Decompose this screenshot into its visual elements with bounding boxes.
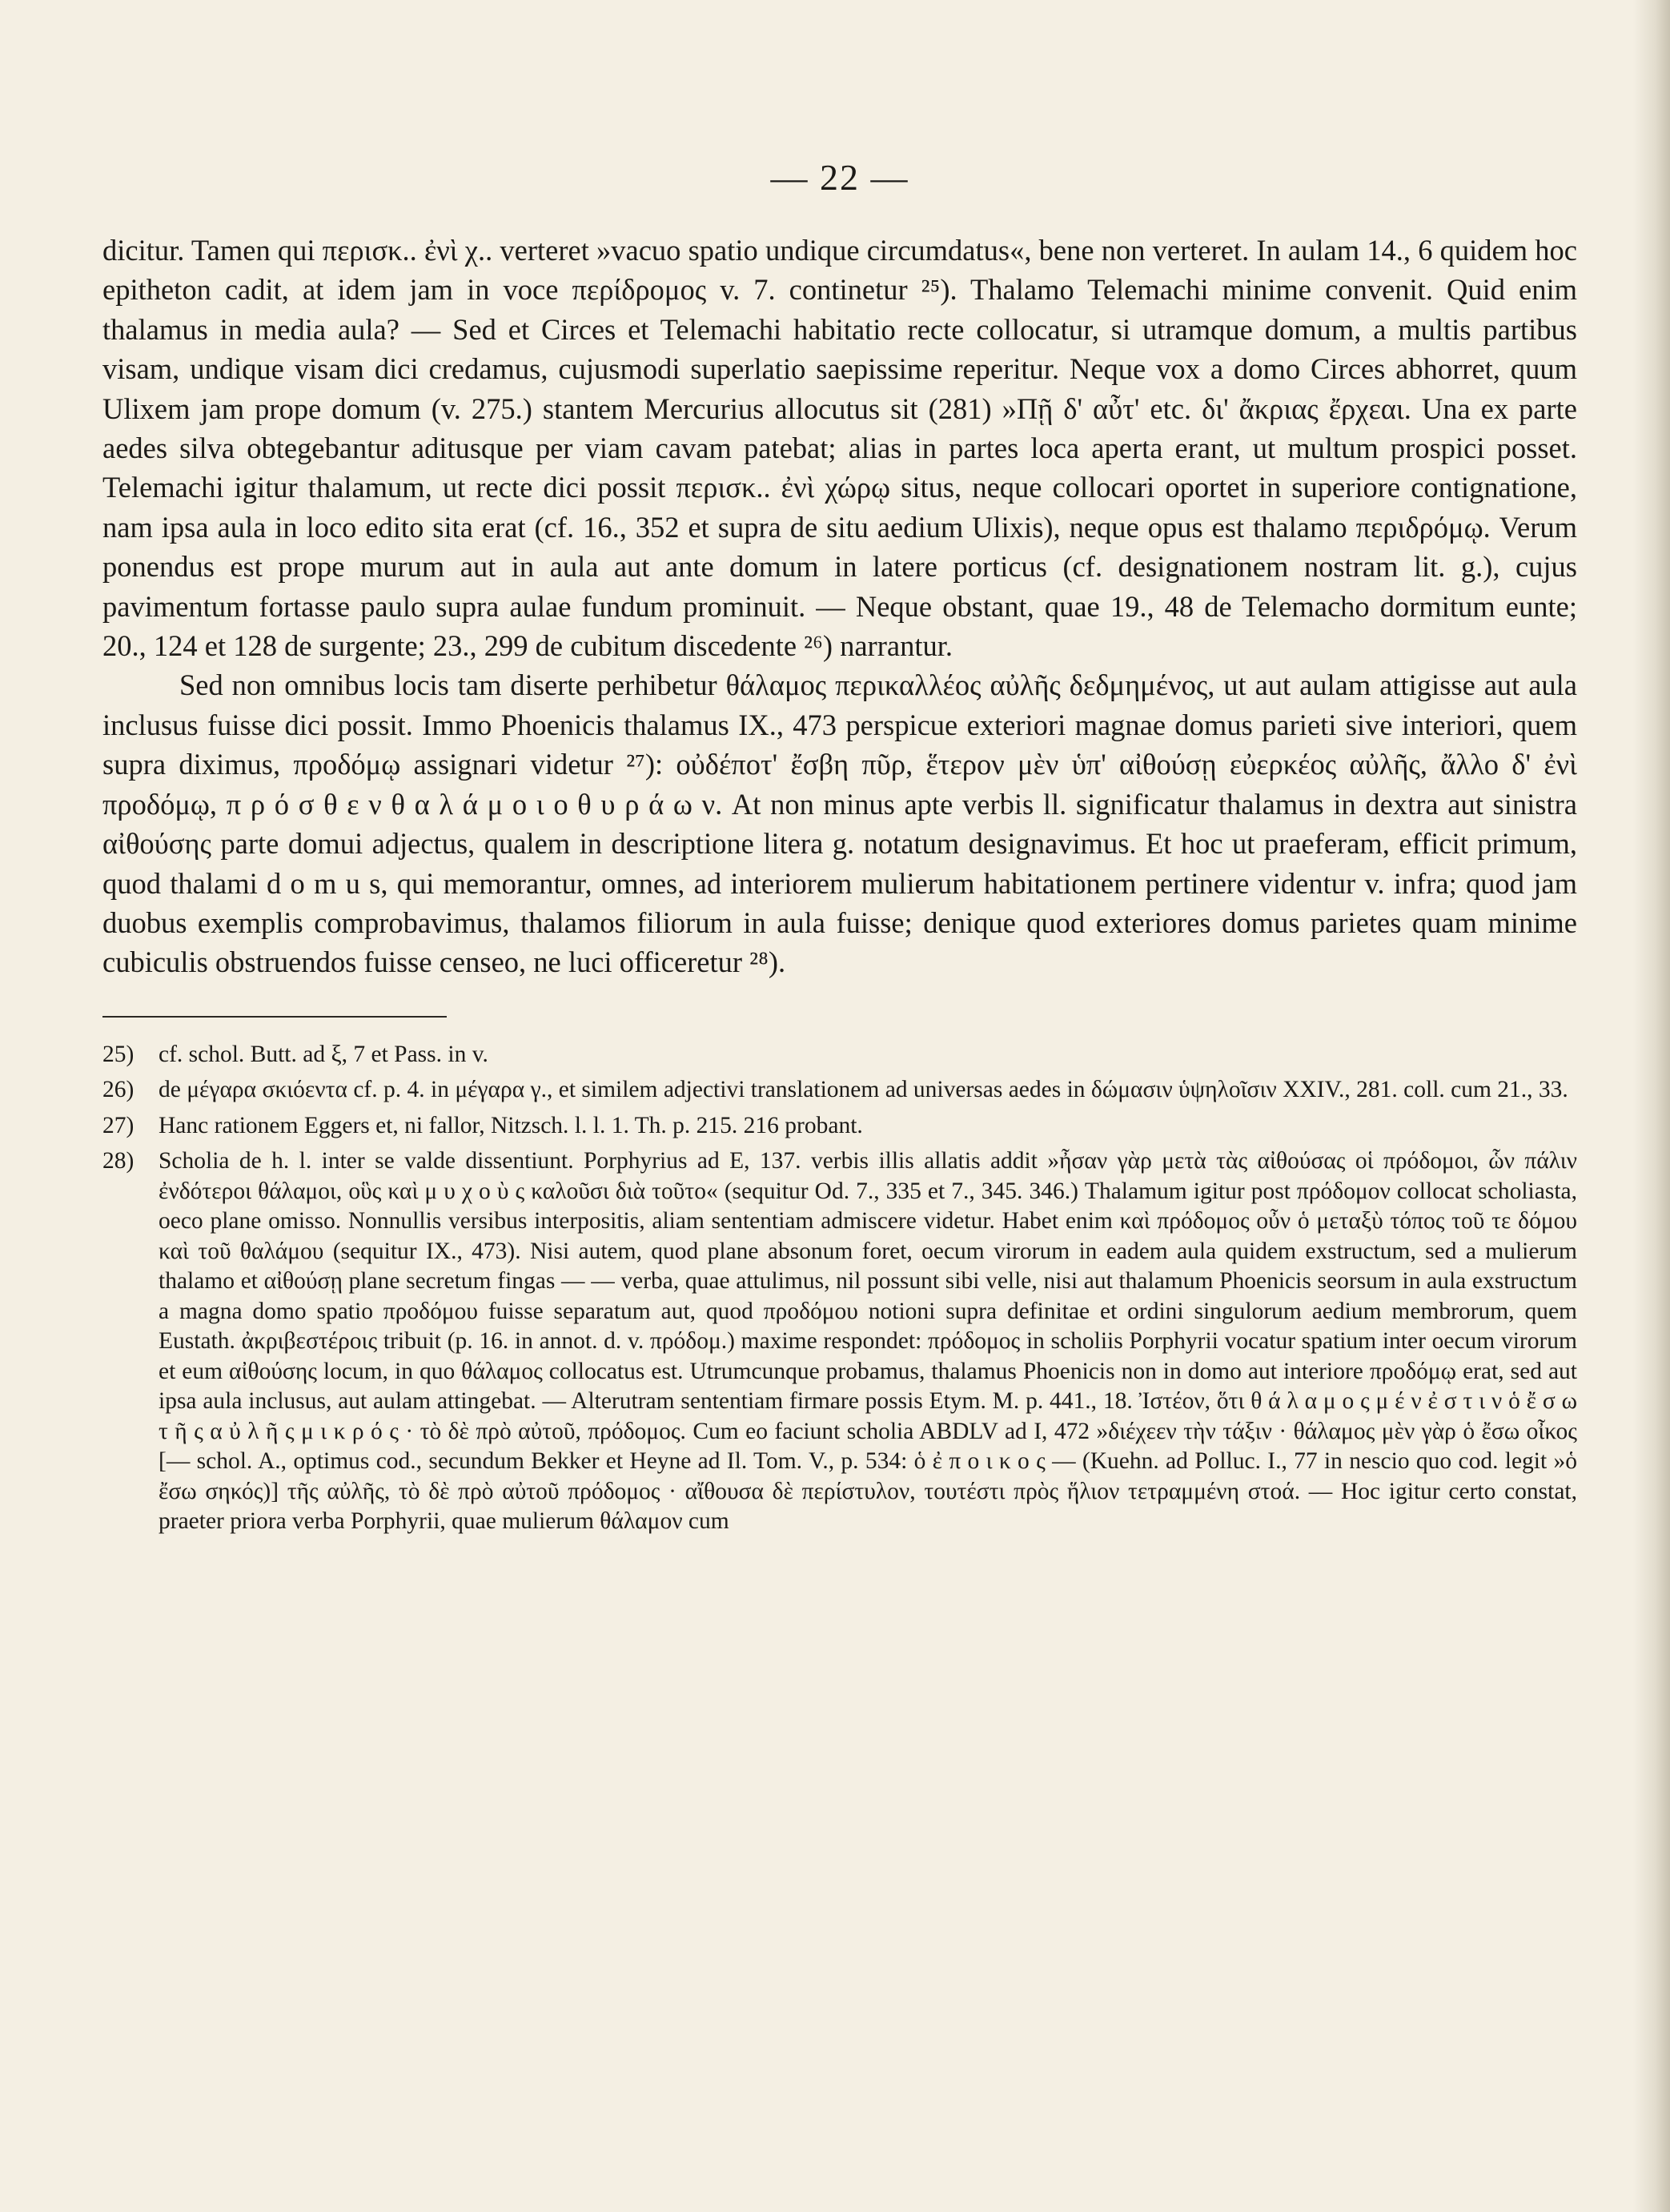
page-edge-shadow <box>1633 0 1670 2212</box>
footnote-text: Hanc rationem Eggers et, ni fallor, Nitzsch. l. l. 1. Th. p. 215. 216 probant. <box>159 1112 863 1138</box>
page-number: — 22 — <box>770 157 909 198</box>
footnote-number: 27) <box>102 1112 134 1138</box>
footnote <box>102 1040 1577 1070</box>
footnote-divider <box>102 1016 447 1018</box>
footnote-number: 28) <box>102 1148 134 1174</box>
footnotes <box>102 1040 1577 1537</box>
footnote-number: 26) <box>102 1077 134 1103</box>
main-text <box>102 231 1577 982</box>
footnote-text: de μέγαρα σκιόεντα cf. p. 4. in μέγαρα γ., et similem adjectivi translationem ad universas aedes in δώμασιν ὑψηλοῖσιν XXIV., 281. coll. cum 21., 33. <box>159 1077 1568 1103</box>
footnote <box>102 1075 1577 1106</box>
paragraph: dicitur. Tamen qui περισκ.. ἐνὶ χ.. verteret »vacuo spatio undique circumdatus«, bene non verteret. In aulam 14., 6 quidem hoc epitheton cadit, at idem jam in voce περίδρομος v. 7. continetur ²⁵). Thalamo Telemachi minime convenit. Quid enim thalamus in media aula? — Sed et Circes et Telemachi habitatio recte collocatur, si utramque domum, a multis partibus visam, undique visam dici credamus, cujusmodi superlatio saepissime reperitur. Neque vox a domo Circes abhorret, quum Ulixem jam prope domum (v. 275.) stantem Mercurius allocutus sit (281) »Πῇ δ' αὖτ' etc. δι' ἄκριας ἔρχεαι. Una ex parte aedes silva obtegebantur aditusque per viam cavam patebat; alias in partes loca aperta erant, ut multum prospici posset. Telemachi igitur thalamum, ut recte dici possit περισκ.. ἐνὶ χώρῳ situs, neque collocari oportet in superiore contignatione, nam ipsa aula in loco edito sita erat (cf. 16., 352 et supra de situ aedium Ulixis), neque opus est thalamo περιδρόμῳ. Verum ponendus est prope murum aut in aula aut ante domum in latere porticus (cf. designationem nostram lit. g.), cujus pavimentum fortasse paulo supra aulae fundum prominuit. — Neque obstant, quae 19., 48 de Telemacho dormitum eunte; 20., 124 et 128 de surgente; 23., 299 de cubitum discedente ²⁶) narrantur. <box>102 234 1577 663</box>
page-content <box>102 156 1577 1537</box>
paragraph: Sed non omnibus locis tam diserte perhibetur θάλαμος περικαλλέος αὐλῆς δεδμημένος, ut aut aulam attigisse aut aula inclusus fuisse dici possit. Immo Phoenicis thalamus IX., 473 perspicue exteriori magnae domus parieti sive interiori, quem supra diximus, προδόμῳ assignari videtur ²⁷): οὐδέποτ' ἔσβη πῦρ, ἕτερον μὲν ὑπ' αἰθούσῃ εὐερκέος αὐλῆς, ἄλλο δ' ἐνὶ προδόμῳ, π ρ ό σ θ ε ν θ α λ ά μ ο ι ο θ υ ρ ά ω ν. At non minus apte verbis ll. significatur thalamus in dextra aut sinistra αἰθούσης parte domui adjectus, qualem in descriptione litera g. notatum designavimus. Et hoc ut praeferam, efficit primum, quod thalami d o m u s, qui memorantur, omnes, ad interiorem mulierum habitationem pertinere videntur v. infra; quod jam duobus exemplis comprobavimus, thalamos filiorum in aula fuisse; denique quod exteriores domus parietes quam minime cubiculis obstruendos fuisse censeo, ne luci officeretur ²⁸). <box>102 668 1577 979</box>
footnote <box>102 1146 1577 1537</box>
footnote-text: Scholia de h. l. inter se valde dissentiunt. Porphyrius ad E, 137. verbis illis allatis addit »ἦσαν γὰρ μετὰ τὰς αἰθούσας οἱ πρόδομοι, ὧν πάλιν ἐνδότεροι θάλαμοι, οὓς καὶ μ υ χ ο ὺ ς καλοῦσι διὰ τοῦτο« (sequitur Od. 7., 335 et 7., 345. 346.) Thalamum igitur post πρόδομον collocat scholiasta, oeco plane omisso. Nonnullis versibus interpositis, aliam sententiam admiscere videtur. Habet enim καὶ πρόδομος οὖν ὁ μεταξὺ τόπος τοῦ τε δόμου καὶ τοῦ θαλάμου (sequitur IX., 473). Nisi autem, quod plane absonum foret, oecum virorum in eadem aula quidem exstructum, sed a mulierum thalamo et αἰθούσῃ plane secretum fingas — — verba, quae attulimus, nil possunt sibi velle, nisi aut thalamum Phoenicis seorsum in aula exstructum a magna domo spatio προδόμου fuisse separatum aut, quod προδόμου notioni supra definitae et ordini singulorum aedium membrorum, quem Eustath. ἀκριβεστέροις tribuit (p. 16. in annot. d. v. πρόδομ.) maxime respondet: πρόδομος in scholiis Porphyrii vocatur spatium inter oecum virorum et eum αἰθούσης locum, in quo θάλαμος collocatus est. Utrumcunque probamus, thalamus Phoenicis non in domo aut interiore προδόμῳ erat, sed aut ipsa aula inclusus, aut aulam attingebat. — Alterutram sententiam firmare possis Etym. M. p. 441., 18. Ἰστέον, ὅτι θ ά λ α μ ο ς μ έ ν ἐ σ τ ι ν ὁ ἔ σ ω τ ῆ ς α ὐ λ ῆ ς μ ι κ ρ ό ς · τὸ δὲ πρὸ αὐτοῦ, πρόδομος. Cum eo faciunt scholia ABDLV ad I, 472 »διέχεεν τὴν τάξιν · θάλαμος μὲν γὰρ ὁ ἔσω οἶκος [— schol. A., optimus cod., secundum Bekker et Heyne ad Il. Tom. V., p. 534: ὁ ἐ π ο ι κ ο ς — (Kuehn. ad Polluc. I., 77 in nescio quo cod. legit »ὁ ἔσω σηκός)] τῆς αὐλῆς, τὸ δὲ πρὸ αὐτοῦ πρόδομος · αἴθουσα δὲ περίστυλον, τουτέστι πρὸς ἥλιον τετραμμένη στοά. — Hoc igitur certo constat, praeter priora verba Porphyrii, quae mulierum θάλαμον cum <box>159 1148 1577 1535</box>
footnote-text: cf. schol. Butt. ad ξ, 7 et Pass. in v. <box>159 1041 488 1067</box>
footnote <box>102 1111 1577 1142</box>
footnote-number: 25) <box>102 1041 134 1067</box>
